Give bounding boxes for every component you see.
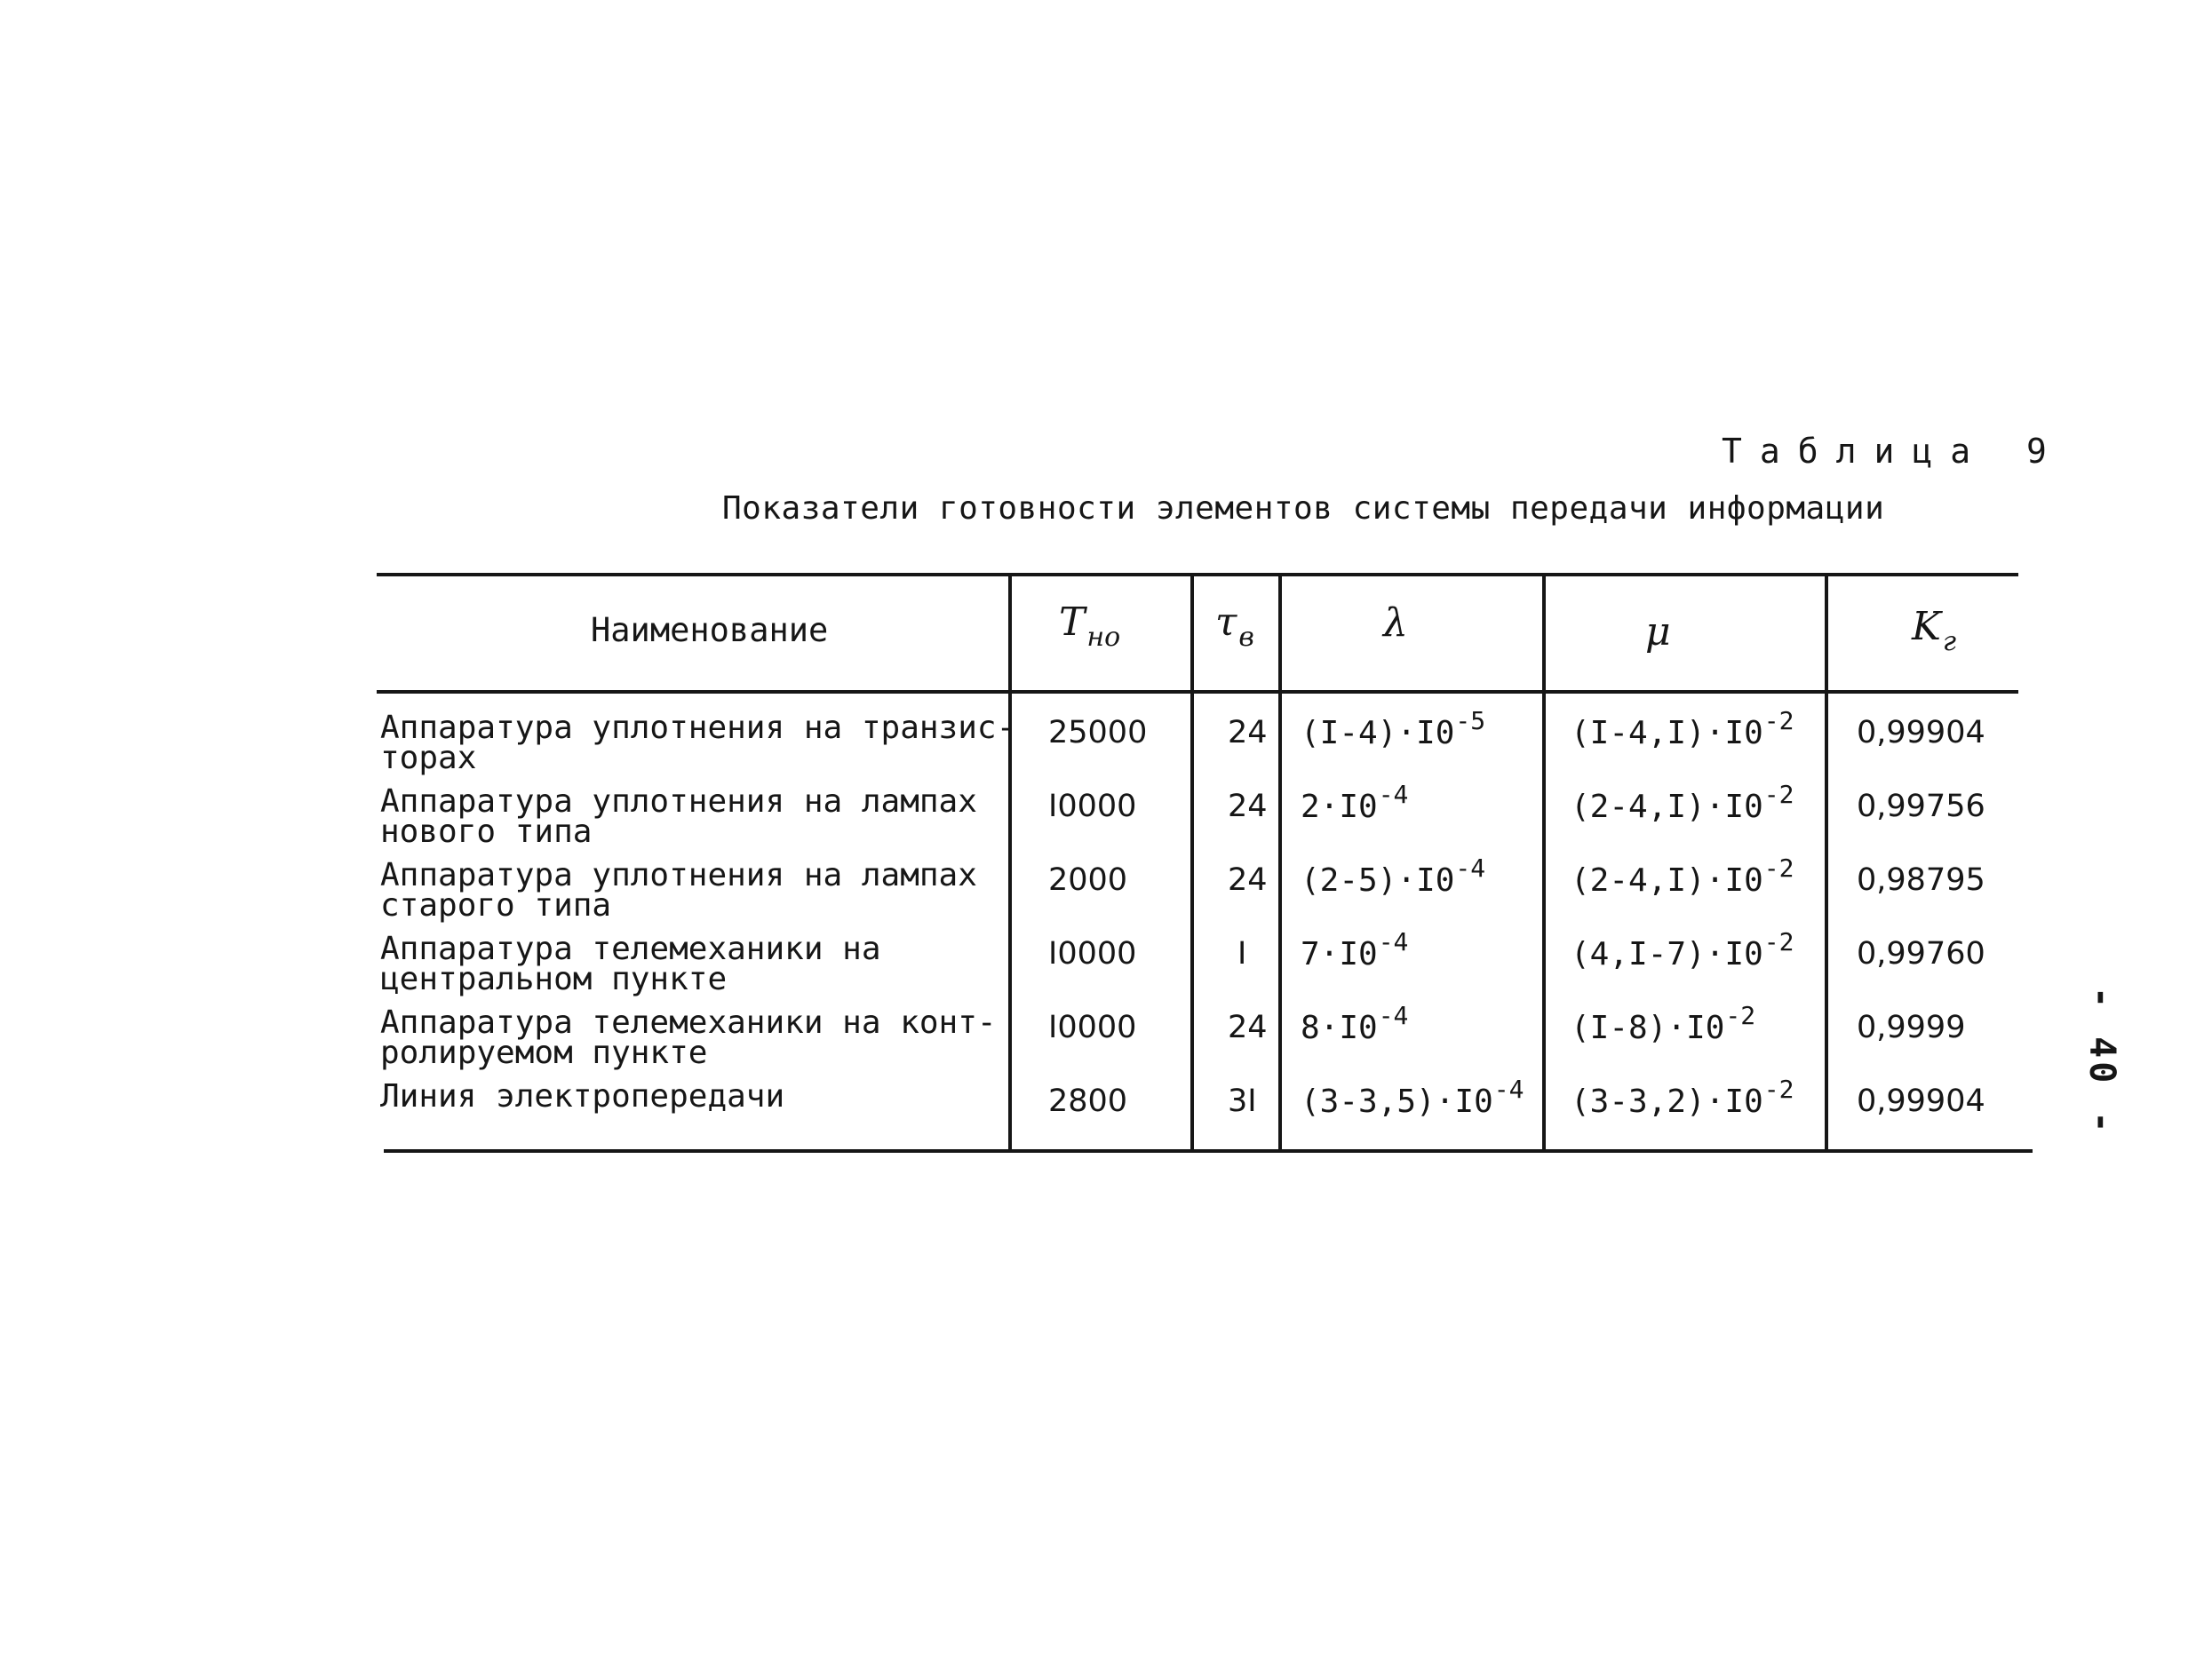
row-t-no: I0000: [1048, 1010, 1137, 1045]
row-k-g: 0,99760: [1857, 936, 1985, 972]
row-lambda-exponent: -4: [1455, 853, 1486, 883]
header-k-g-main: K: [1912, 604, 1941, 649]
row-t-no: 2800: [1048, 1084, 1128, 1119]
row-name-line1: Линия электропередачи: [380, 1078, 785, 1115]
row-lambda: [1301, 1001, 1409, 1046]
row-name: [380, 783, 977, 850]
header-t-no-main: T: [1059, 599, 1086, 645]
header-t-no: [1059, 599, 1120, 653]
header-t-no-sub: но: [1086, 622, 1121, 653]
row-lambda-exponent: -4: [1378, 927, 1409, 957]
row-name-line2: нового типа: [380, 814, 593, 850]
row-lambda: [1301, 927, 1409, 972]
header-mu: μ: [1645, 609, 1671, 655]
row-mu-exponent: -2: [1763, 927, 1794, 957]
row-name-line1: Аппаратура телемеханики на конт-: [380, 1004, 997, 1041]
row-tau-v: 24: [1228, 1010, 1268, 1045]
row-mu-base: (I-8)·I0: [1571, 1010, 1725, 1046]
row-mu-exponent: -2: [1763, 706, 1794, 735]
header-tau-v-main: τ: [1215, 599, 1237, 645]
row-mu: [1571, 1001, 1756, 1046]
header-tau-v-sub: в: [1238, 622, 1254, 653]
row-tau-v: I: [1237, 936, 1247, 972]
row-lambda: [1301, 780, 1409, 825]
row-mu-base: (I-4,I)·I0: [1571, 715, 1763, 751]
row-k-g: 0,9999: [1857, 1010, 1966, 1045]
row-k-g: 0,99756: [1857, 789, 1985, 824]
row-lambda: [1301, 706, 1486, 751]
row-lambda-base: (2-5)·I0: [1301, 862, 1455, 899]
row-lambda: [1301, 1075, 1524, 1120]
row-mu-base: (4,I-7)·I0: [1571, 936, 1763, 972]
row-lambda-exponent: -4: [1378, 1001, 1409, 1030]
table-label: Таблица 9: [1722, 432, 2065, 471]
row-lambda: [1301, 853, 1486, 899]
row-mu: [1571, 1075, 1794, 1120]
header-name: Наименование: [591, 611, 829, 649]
row-name: [380, 931, 881, 997]
header-k-g: [1912, 604, 1956, 657]
row-tau-v: 24: [1228, 789, 1268, 824]
row-mu-exponent: -2: [1725, 1001, 1756, 1030]
row-mu-base: (3-3,2)·I0: [1571, 1084, 1763, 1120]
row-mu-base: (2-4,I)·I0: [1571, 789, 1763, 825]
row-name-line2: старого типа: [380, 887, 612, 924]
row-t-no: I0000: [1048, 789, 1137, 824]
row-t-no: I0000: [1048, 936, 1137, 972]
table-title: Показатели готовности элементов системы передачи информации: [722, 490, 1885, 527]
column-divider-3: [1278, 573, 1282, 1152]
row-name: [380, 857, 977, 924]
row-name-line1: Аппаратура уплотнения на лампах: [380, 857, 977, 893]
row-name: [380, 1078, 785, 1115]
row-mu-exponent: -2: [1763, 853, 1794, 883]
column-divider-4: [1542, 573, 1546, 1152]
row-t-no: 25000: [1048, 715, 1148, 750]
row-lambda-exponent: -5: [1455, 706, 1486, 735]
row-tau-v: 24: [1228, 715, 1268, 750]
row-mu-exponent: -2: [1763, 780, 1794, 809]
row-name: [380, 710, 1016, 776]
row-k-g: 0,99904: [1857, 1084, 1985, 1119]
column-divider-1: [1008, 573, 1012, 1152]
row-k-g: 0,99904: [1857, 715, 1985, 750]
header-tau-v: [1215, 599, 1254, 653]
row-lambda-base: (I-4)·I0: [1301, 715, 1455, 751]
row-name-line2: центральном пункте: [380, 961, 728, 997]
row-name-line2: торах: [380, 740, 477, 776]
row-name-line1: Аппаратура уплотнения на лампах: [380, 783, 977, 820]
row-name-line2: ролируемом пункте: [380, 1035, 708, 1071]
row-mu-base: (2-4,I)·I0: [1571, 862, 1763, 899]
header-bottom-rule: [377, 690, 2018, 694]
row-lambda-base: 8·I0: [1301, 1010, 1378, 1046]
column-divider-2: [1190, 573, 1194, 1152]
row-lambda-exponent: -4: [1493, 1075, 1524, 1104]
row-mu: [1571, 780, 1794, 825]
row-name-line1: Аппаратура телемеханики на: [380, 931, 881, 967]
table-bottom-rule: [384, 1149, 2033, 1153]
table-top-rule: [377, 573, 2018, 576]
row-mu: [1571, 927, 1794, 972]
row-lambda-base: 2·I0: [1301, 789, 1378, 825]
row-t-no: 2000: [1048, 862, 1128, 898]
page-number: - 40 -: [2081, 987, 2122, 1137]
row-tau-v: 3I: [1228, 1084, 1257, 1119]
row-name-line1: Аппаратура уплотнения на транзис-: [380, 710, 1016, 746]
row-mu: [1571, 853, 1794, 899]
row-lambda-base: (3-3,5)·I0: [1301, 1084, 1493, 1120]
row-lambda-exponent: -4: [1378, 780, 1409, 809]
row-name: [380, 1004, 997, 1071]
row-mu-exponent: -2: [1763, 1075, 1794, 1104]
row-mu: [1571, 706, 1794, 751]
row-tau-v: 24: [1228, 862, 1268, 898]
header-lambda: λ: [1383, 600, 1408, 646]
header-k-g-sub: г: [1942, 626, 1957, 657]
row-lambda-base: 7·I0: [1301, 936, 1378, 972]
column-divider-5: [1825, 573, 1828, 1152]
row-k-g: 0,98795: [1857, 862, 1985, 898]
